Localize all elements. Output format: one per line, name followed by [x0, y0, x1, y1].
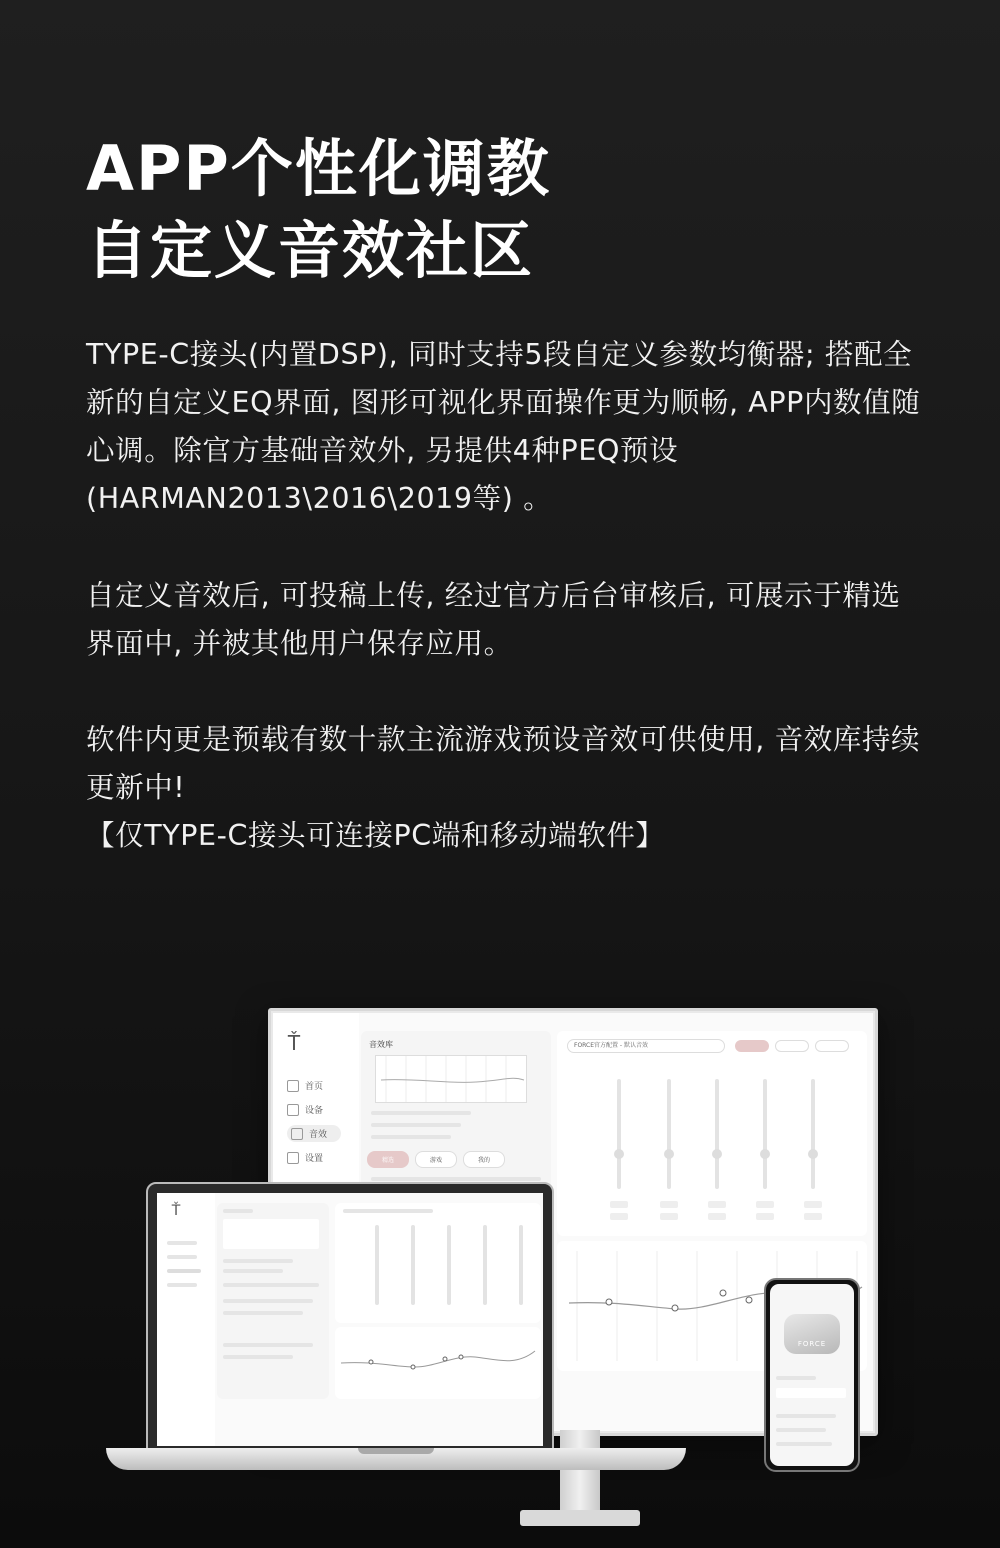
laptop	[146, 1182, 554, 1454]
phone	[764, 1278, 860, 1472]
library-title: 音效库	[369, 1040, 393, 1049]
library-preview-chart	[375, 1055, 527, 1103]
laptop-notch	[358, 1448, 434, 1454]
brand-t-logo-icon: Ť	[171, 1203, 181, 1219]
nav-item-sound[interactable]: 音效	[287, 1125, 341, 1142]
headline-line-2: 自定义音效社区	[86, 214, 535, 287]
eq-band-slider[interactable]	[715, 1079, 719, 1189]
sound-icon	[291, 1128, 303, 1140]
laptop-screen	[157, 1193, 543, 1446]
reset-button[interactable]	[775, 1040, 809, 1052]
phone-screen	[770, 1284, 854, 1466]
paragraph-community: 自定义音效后, 可投稿上传, 经过官方后台审核后, 可展示于精选界面中, 并被其他用户保存应用。	[86, 579, 901, 660]
paragraph-game-presets: 软件内更是预载有数十款主流游戏预设音效可供使用, 音效库持续更新中!	[86, 723, 921, 804]
monitor-stand	[560, 1430, 600, 1520]
home-icon	[287, 1080, 299, 1092]
dongle-case-image	[784, 1314, 840, 1354]
nav-item-home[interactable]: 首页	[287, 1079, 323, 1092]
eq-band-slider[interactable]	[667, 1079, 671, 1189]
headline	[86, 128, 551, 292]
save-button[interactable]	[735, 1040, 769, 1052]
laptop-app-sidebar	[157, 1193, 215, 1446]
device-icon	[287, 1104, 299, 1116]
brand-t-logo-icon: Ť	[287, 1031, 301, 1055]
paragraph-typec-note: 【仅TYPE-C接头可连接PC端和移动端软件】	[86, 819, 665, 852]
device-scene	[0, 960, 1000, 1548]
eq-band-slider[interactable]	[811, 1079, 815, 1189]
tab-games[interactable]: 游戏	[415, 1151, 457, 1168]
tab-mine[interactable]: 我的	[463, 1151, 505, 1168]
phone-brand-label: FORCE	[797, 1340, 827, 1348]
headline-line-1: APP个性化调教	[86, 132, 551, 205]
paragraph-dsp-eq: TYPE-C接头(内置DSP), 同时支持5段自定义参数均衡器; 搭配全新的自定义EQ界面, 图形可视化界面操作更为顺畅, APP内数值随心调。除官方基础音效外, 另提供4种PEQ预设 (HARMAN2013\2016\2019等) 。	[86, 338, 921, 515]
laptop-eq-panel	[335, 1203, 541, 1323]
apply-button[interactable]	[815, 1040, 849, 1052]
library-tabs	[367, 1151, 505, 1168]
laptop-curve-panel	[335, 1327, 541, 1399]
eq-band-slider[interactable]	[763, 1079, 767, 1189]
gear-icon	[287, 1152, 299, 1164]
nav-item-settings[interactable]: 设置	[287, 1151, 323, 1164]
laptop-library-panel	[217, 1203, 329, 1399]
eq-band-slider[interactable]	[617, 1079, 621, 1189]
eq-panel	[557, 1031, 867, 1236]
monitor-stand-base	[520, 1510, 640, 1526]
nav-item-device[interactable]: 设备	[287, 1103, 323, 1116]
tab-featured[interactable]: 精选	[367, 1151, 409, 1168]
preset-select[interactable]: FORCE官方配置 - 默认音效	[567, 1039, 725, 1053]
